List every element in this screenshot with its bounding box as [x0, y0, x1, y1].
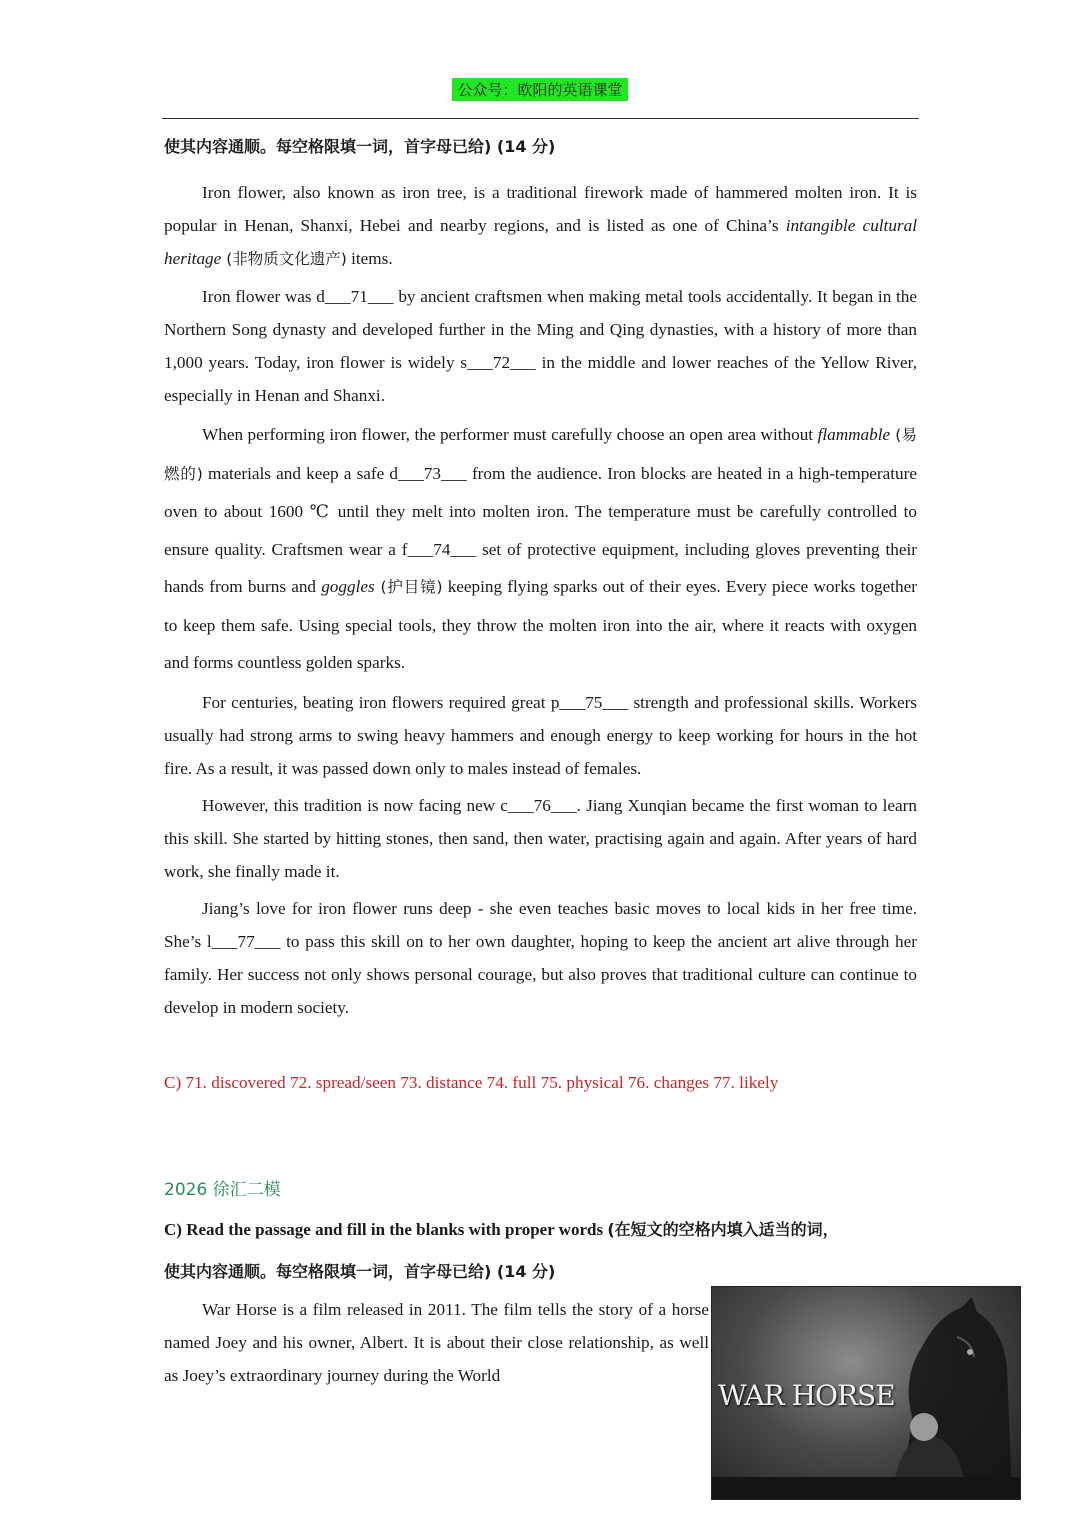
page-header	[0, 78, 1080, 101]
document-body	[164, 132, 917, 1396]
paragraph-4: For centuries, beating iron flowers required great p___75___ strength and professional skills. Workers usually had strong arms to swing heavy hammers and enough energy to keep working for hours in the hot fire. As a result, it was passed down only to males instead of females.	[164, 692, 917, 778]
paragraph-1: Iron flower, also known as iron tree, is a traditional firework made of hammered molten iron. It is popular in Henan, Shanxi, Hebei and nearby regions, and is listed as one of China’s intangible cultural heritage (非物质文化遗产) items.	[164, 183, 917, 268]
paragraph-6: Jiang’s love for iron flower runs deep - she even teaches basic moves to local kids in her free time. She’s l___77___ to pass this skill on to her own daughter, hoping to keep the ancient art alive through her family. Her success not only shows personal courage, but also proves that traditional culture can continue to develop in modern society.	[164, 898, 917, 1017]
paragraph-2: Iron flower was d___71___ by ancient craftsmen when making metal tools accidentally. It began in the Northern Song dynasty and developed further in the Ming and Qing dynasties, with a history of more than 1,000 years. Today, iron flower is widely s___72___ in the middle and lower reaches of the Yellow River, especially in Henan and Shanxi.	[164, 287, 917, 405]
poster-horizon	[712, 1477, 1020, 1499]
section2-label: 2026 徐汇二模	[164, 1179, 281, 1200]
section2-instruction: C) Read the passage and fill in the blanks with proper words (在短文的空格内填入适当的词， 使其内容通顺。每空格限填一词，首字母已给) (14 分)	[164, 1219, 839, 1281]
paragraph-3: When performing iron flower, the performer must carefully choose an open area without flammable (易燃的) materials and keep a safe d___73___ from the audience. Iron blocks are heated in a high-temperature oven to about 1600 ℃ until they melt into molten iron. The temperature must be carefully controlled to ensure quality. Craftsmen wear a f___74___ set of protective equipment, including gloves preventing their hands from burns and goggles (护目镜) keeping flying sparks out of their eyes. Every piece works together to keep them safe. Using special tools, they throw the molten iron into the air, where it reacts with oxygen and forms countless golden sparks.	[164, 425, 918, 672]
war-horse-paragraph: War Horse is a film released in 2011. The film tells the story of a horse named Joey and his owner, Albert. It is about their close relationship, as well as Joey’s extraordinary journey during the World	[164, 1299, 709, 1385]
answer-key: C) 71. discovered 72. spread/seen 73. distance 74. full 75. physical 76. changes 77. likely	[164, 1072, 779, 1092]
war-horse-text	[164, 1293, 709, 1392]
poster-title: WAR HORSE	[718, 1379, 895, 1412]
war-horse-poster-image	[711, 1286, 1021, 1500]
header-divider	[162, 118, 919, 119]
section1-instruction: 使其内容通顺。每空格限填一词，首字母已给) (14 分)	[164, 137, 556, 156]
paragraph-5: However, this tradition is now facing new c___76___. Jiang Xunqian became the first woman to learn this skill. She started by hitting stones, then sand, then water, practising again and again. After years of hard work, she finally made it.	[164, 795, 917, 881]
header-badge: 公众号：欧阳的英语课堂	[452, 78, 627, 101]
